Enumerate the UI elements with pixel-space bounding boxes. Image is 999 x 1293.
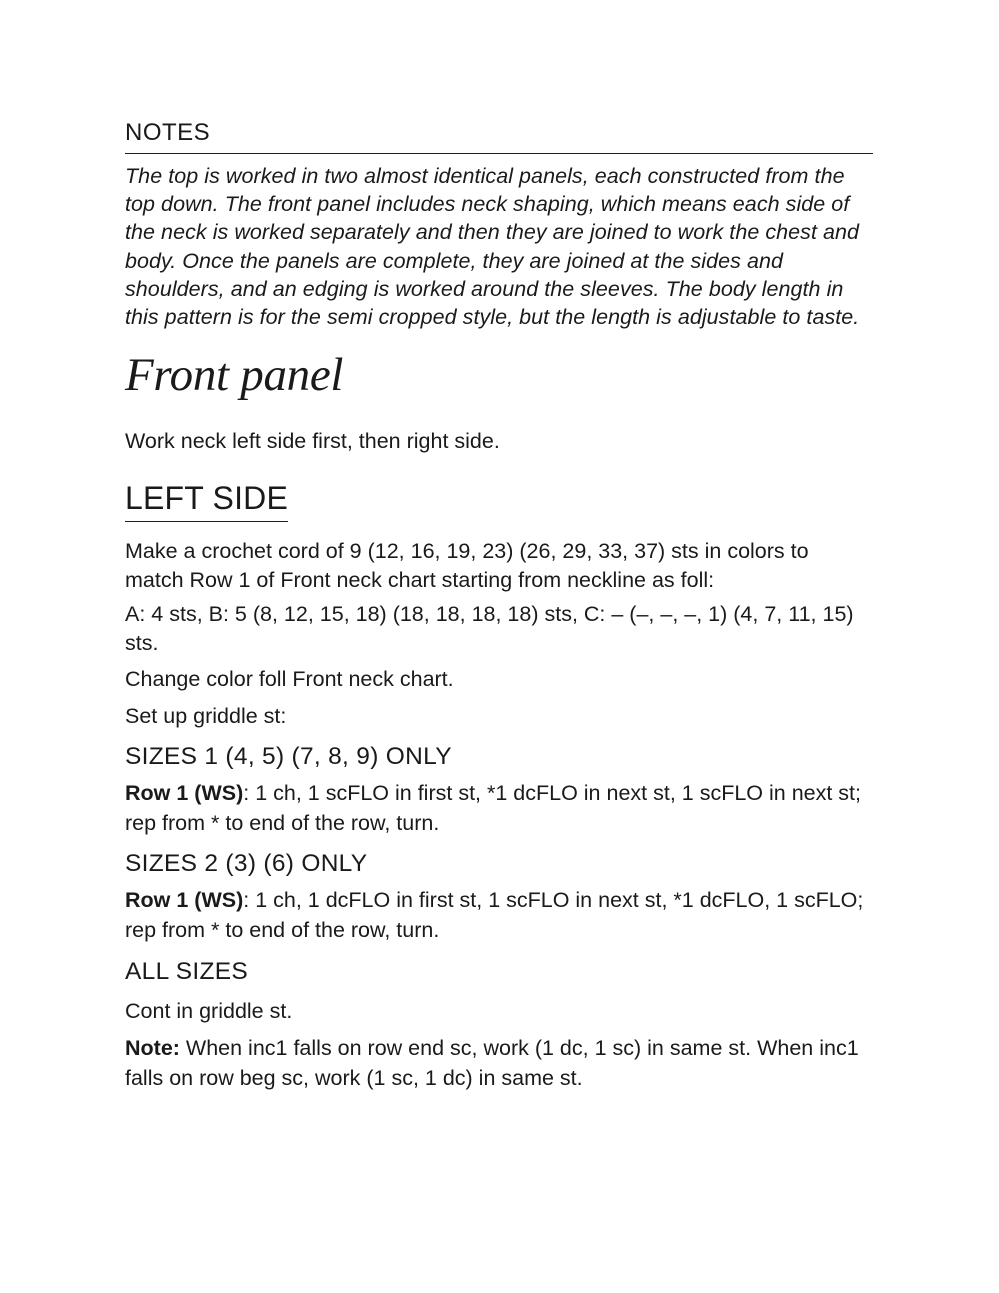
setup-instruction: Set up griddle st: (125, 703, 287, 728)
sizes-b-heading: SIZES 2 (3) (6) ONLY (125, 850, 368, 878)
sizes-b-row-text: : 1 ch, 1 dcFLO in first st, 1 scFLO in next st, *1 dcFLO, 1 scFLO; rep from * to end of the row, turn. (125, 888, 864, 943)
change-color-instruction: Change color foll Front neck chart. (125, 667, 454, 692)
document-page (125, 118, 873, 1093)
sizes-a-row-text: : 1 ch, 1 scFLO in first st, *1 dcFLO in next st, 1 scFLO in next st; rep from * to end of the row, turn. (125, 781, 861, 836)
sizes-a-row (125, 778, 873, 838)
left-side-heading: LEFT SIDE (125, 479, 288, 522)
color-counts: A: 4 sts, B: 5 (8, 12, 15, 18) (18, 18, 18, 18) sts, C: – (–, –, –, 1) (4, 7, 11, 15) sts. (125, 602, 854, 655)
note-text: When inc1 falls on row end sc, work (1 dc, 1 sc) in same st. When inc1 falls on row beg sc, work (1 sc, 1 dc) in same st. (125, 1035, 859, 1090)
sizes-a-row-label: Row 1 (WS) (125, 781, 244, 806)
left-side-heading-wrap (125, 479, 873, 522)
notes-heading: NOTES (125, 118, 873, 154)
notes-body: The top is worked in two almost identical panels, each constructed from the top down. The front panel includes neck shaping, which means each side of the neck is worked separately and then they are joined to work the chest and body. Once the panels are complete, they are joined at the sides and shoulders, and an edging is worked around the sleeves. The body length in this pattern is for the semi cropped style, but the length is adjustable to taste. (125, 164, 860, 330)
sizes-a-heading: SIZES 1 (4, 5) (7, 8, 9) ONLY (125, 743, 452, 771)
note-paragraph (125, 1033, 873, 1093)
section-title: Front panel (125, 349, 344, 402)
all-sizes-heading: ALL SIZES (125, 958, 248, 986)
cont-instruction: Cont in griddle st. (125, 999, 293, 1024)
sizes-b-row-label: Row 1 (WS) (125, 888, 244, 913)
sizes-b-row (125, 885, 873, 945)
note-label: Note: (125, 1035, 180, 1060)
section-intro: Work neck left side first, then right side. (125, 429, 500, 454)
cord-instruction: Make a crochet cord of 9 (12, 16, 19, 23) (26, 29, 33, 37) sts in colors to match Row 1 of Front neck chart starting from neckline as foll: (125, 539, 809, 592)
